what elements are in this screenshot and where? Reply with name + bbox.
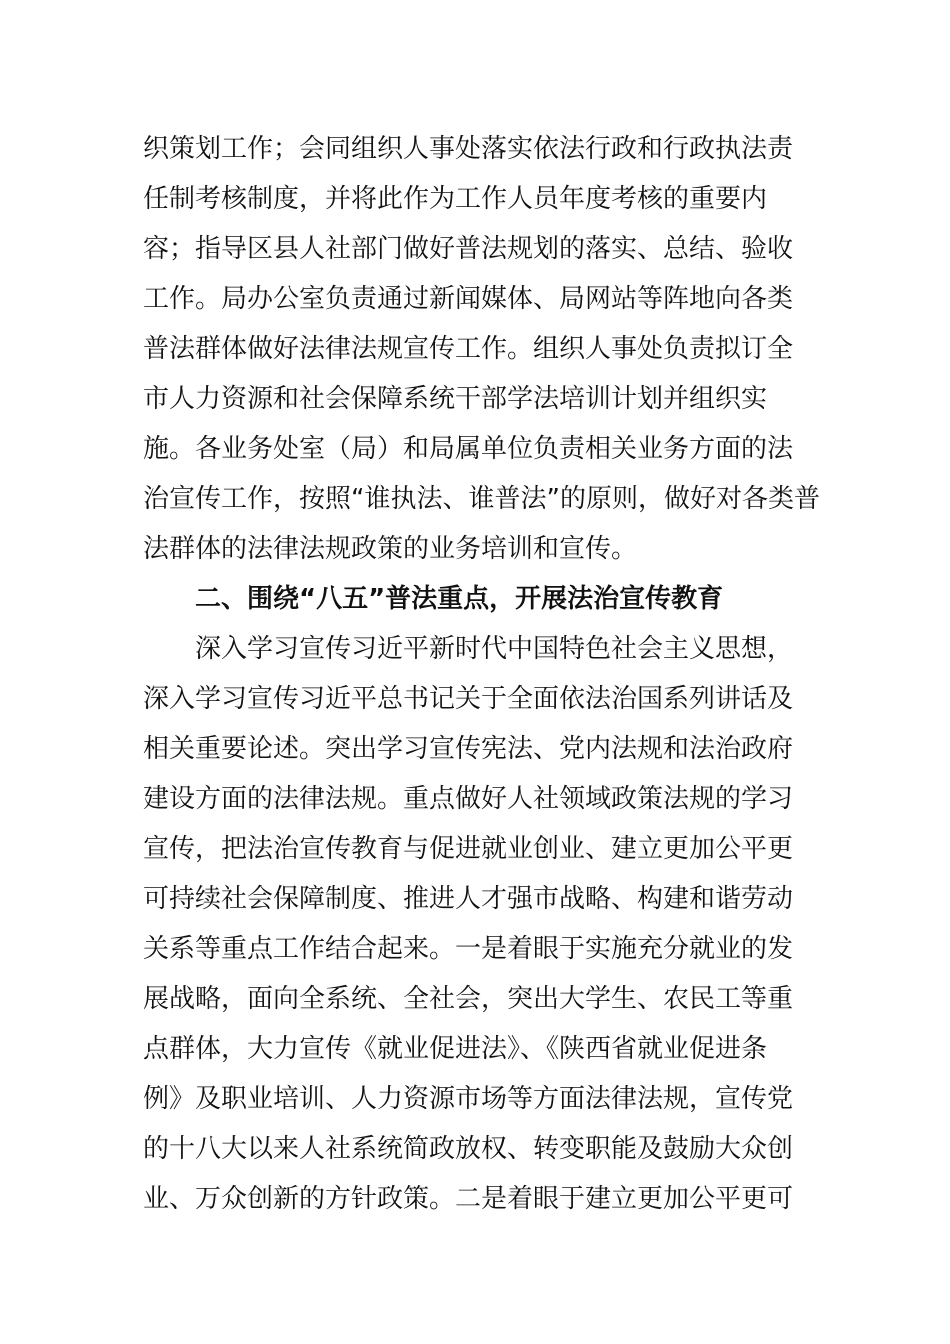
text-line: 普法群体做好法律法规宣传工作。组织人事处负责拟订全 bbox=[143, 334, 794, 364]
text-line: 织策划工作；会同组织人事处落实依法行政和行政执法责 bbox=[143, 134, 794, 164]
text-line: 例》及职业培训、人力资源市场等方面法律法规，宣传党 bbox=[143, 1084, 794, 1114]
text-line: 工作。局办公室负责通过新闻媒体、局网站等阵地向各类 bbox=[143, 284, 794, 314]
text-line: 可持续社会保障制度、推进人才强市战略、构建和谐劳动 bbox=[143, 884, 794, 914]
text-line: 的十八大以来人社系统简政放权、转变职能及鼓励大众创 bbox=[143, 1134, 794, 1164]
text-line: 展战略，面向全系统、全社会，突出大学生、农民工等重 bbox=[143, 984, 794, 1014]
text-line: 业、万众创新的方针政策。二是着眼于建立更加公平更可 bbox=[143, 1184, 794, 1214]
text-line: 法群体的法律法规政策的业务培训和宣传。 bbox=[143, 534, 638, 564]
text-line: 深入学习宣传习近平总书记关于全面依法治国系列讲话及 bbox=[143, 684, 794, 714]
text-line: 点群体，大力宣传《就业促进法》、《陕西省就业促进条 bbox=[143, 1034, 768, 1064]
text-line: 建设方面的法律法规。重点做好人社领域政策法规的学习 bbox=[143, 784, 794, 814]
text-line: 相关重要论述。突出学习宣传宪法、党内法规和法治政府 bbox=[143, 734, 794, 764]
text-line: 施。各业务处室（局）和局属单位负责相关业务方面的法 bbox=[143, 434, 794, 464]
text-line: 容；指导区县人社部门做好普法规划的落实、总结、验收 bbox=[143, 234, 794, 264]
section-heading: 二、围绕“八五”普法重点，开展法治宣传教育 bbox=[195, 584, 724, 614]
text-line: 治宣传工作，按照“谁执法、谁普法”的原则，做好对各类普 bbox=[143, 484, 820, 514]
text-line: 关系等重点工作结合起来。一是着眼于实施充分就业的发 bbox=[143, 934, 794, 964]
document-body bbox=[143, 124, 820, 1224]
text-line: 市人力资源和社会保障系统干部学法培训计划并组织实 bbox=[143, 384, 768, 414]
text-line: 深入学习宣传习近平新时代中国特色社会主义思想， bbox=[195, 634, 794, 664]
text-line: 任制考核制度，并将此作为工作人员年度考核的重要内 bbox=[143, 184, 768, 214]
text-line: 宣传，把法治宣传教育与促进就业创业、建立更加公平更 bbox=[143, 834, 794, 864]
